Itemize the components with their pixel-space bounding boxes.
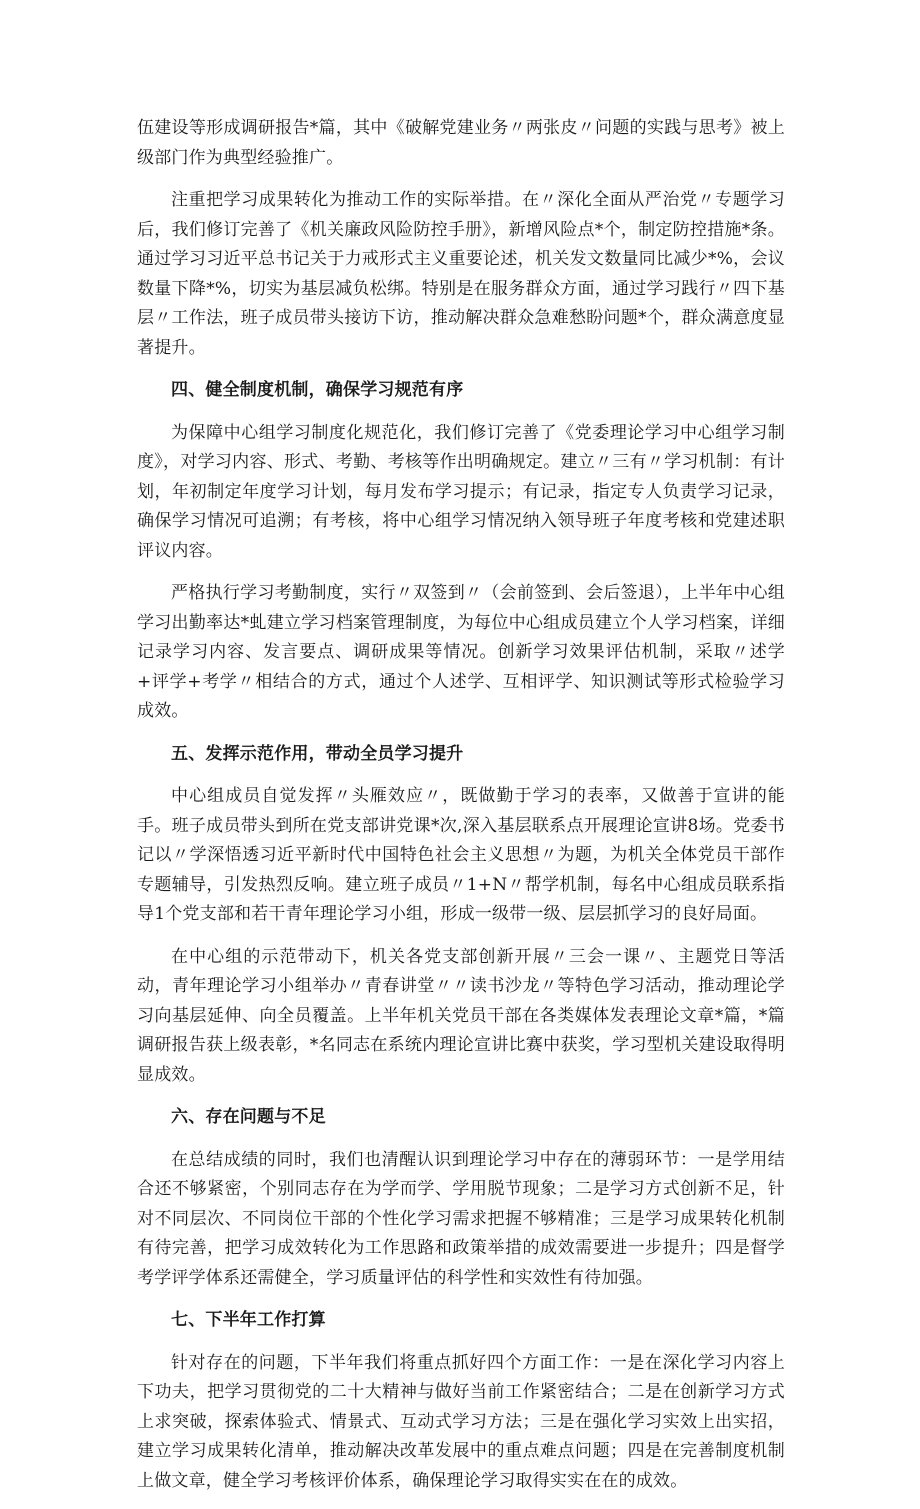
paragraph: 注重把学习成果转化为推动工作的实际举措。在〃深化全面从严治党〃专题学习后，我们修订完善了《机关廉政风险防控手册》，新增风险点*个，制定防控措施*条。通过学习习近平总书记关于力戒形式主义重要论述，机关发文数量同比减少*%，会议数量下降*%，切实为基层减负松绑。特别是在服务群众方面，通过学习践行〃四下基层〃工作法，班子成员带头接访下访，推动解决群众急难愁盼问题*个，群众满意度显著提升。 — [137, 190, 785, 358]
paragraph: 针对存在的问题，下半年我们将重点抓好四个方面工作：一是在深化学习内容上下功夫，把学习贯彻党的二十大精神与做好当前工作紧密结合；二是在创新学习方式上求突破，探索体验式、情景式、互动式学习方法；三是在强化学习实效上出实招，建立学习成果转化清单，推动解决改革发展中的重点难点问题；四是在完善制度机制上做文章，健全学习考核评价体系，确保理论学习取得实实在在的成效。 — [137, 1352, 785, 1491]
paragraph: 在总结成绩的同时，我们也清醒认识到理论学习中存在的薄弱环节：一是学用结合还不够紧密，个别同志存在为学而学、学用脱节现象；二是学习方式创新不足，针对不同层次、不同岗位干部的个性化学习需求把握不够精准；三是学习成果转化机制有待完善，把学习成效转化为工作思路和政策举措的成效需要进一步提升；四是督学考学评学体系还需健全，学习质量评估的科学性和实效性有待加强。 — [137, 1149, 785, 1288]
paragraph: 中心组成员自觉发挥〃头雁效应〃，既做勤于学习的表率，又做善于宣讲的能手。班子成员带头到所在党支部讲党课*次,深入基层联系点开展理论宣讲8场。党委书记以〃学深悟透习近平新时代中国特色社会主义思想〃为题，为机关全体党员干部作专题辅导，引发热烈反响。建立班子成员〃1+N〃帮学机制，每名中心组成员联系指导1个党支部和若干青年理论学习小组，形成一级带一级、层层抓学习的良好局面。 — [137, 786, 785, 924]
section-heading: 七、下半年工作打算 — [171, 1310, 326, 1330]
section-heading: 五、发挥示范作用，带动全员学习提升 — [171, 743, 464, 764]
section-heading: 六、存在问题与不足 — [171, 1107, 326, 1127]
paragraph: 严格执行学习考勤制度，实行〃双签到〃（会前签到、会后签退），上半年中心组学习出勤率达*虬建立学习档案管理制度，为每位中心组成员建立个人学习档案，详细记录学习内容、发言要点、调研成果等情况。创新学习效果评估机制，采取〃述学+评学+考学〃相结合的方式，通过个人述学、互相评学、知识测试等形式检验学习成效。 — [137, 583, 785, 721]
section-heading: 四、健全制度机制，确保学习规范有序 — [171, 380, 464, 400]
paragraph: 伍建设等形成调研报告*篇，其中《破解党建业务〃两张皮〃问题的实践与思考》被上级部门作为典型经验推广。 — [137, 118, 785, 168]
paragraph: 为保障中心组学习制度化规范化，我们修订完善了《党委理论学习中心组学习制度》，对学习内容、形式、考勤、考核等作出明确规定。建立〃三有〃学习机制：有计划，年初制定年度学习计划，每月发布学习提示；有记录，指定专人负责学习记录，确保学习情况可追溯；有考核，将中心组学习情况纳入领导班子年度考核和党建述职评议内容。 — [137, 422, 785, 561]
document-body — [137, 114, 785, 1509]
paragraph: 在中心组的示范带动下，机关各党支部创新开展〃三会一课〃、主题党日等活动，青年理论学习小组举办〃青春讲堂〃〃读书沙龙〃等特色学习活动，推动理论学习向基层延伸、向全员覆盖。上半年机关党员干部在各类媒体发表理论文章*篇，*篇调研报告获上级表彰，*名同志在系统内理论宣讲比赛中获奖，学习型机关建设取得明显成效。 — [137, 946, 785, 1085]
